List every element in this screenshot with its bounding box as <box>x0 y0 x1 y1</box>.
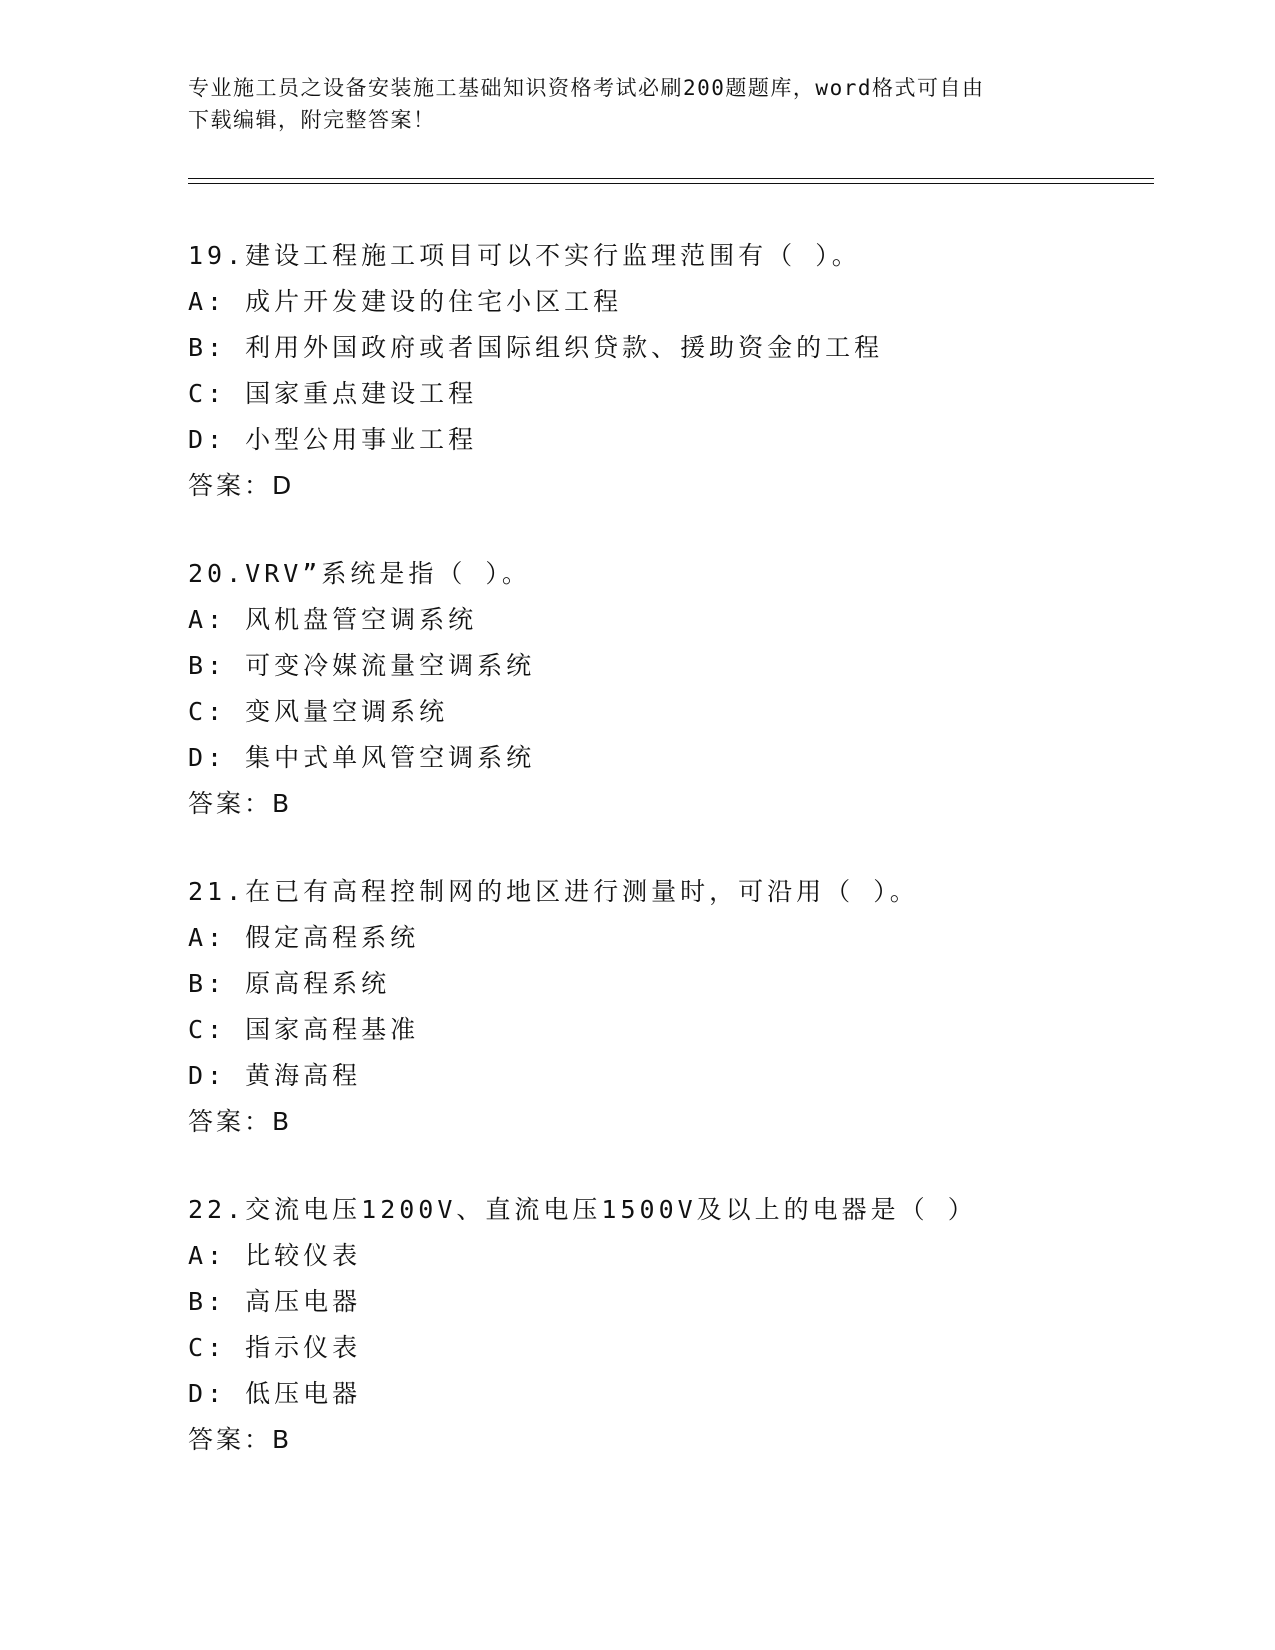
option-d: D: 黄海高程 <box>188 1061 362 1090</box>
question-stem: 20.VRV”系统是指（ ）。 <box>188 559 531 588</box>
option-c: C: 指示仪表 <box>188 1333 362 1362</box>
question-stem: 21.在已有高程控制网的地区进行测量时，可沿用（ ）。 <box>188 877 919 906</box>
header-title-line-1: 专业施工员之设备安装施工基础知识资格考试必刷200题题库，word格式可自由 <box>188 76 985 100</box>
header-divider-top <box>188 178 1154 179</box>
answer-text: 答案：B <box>188 1107 293 1136</box>
option-d: D: 集中式单风管空调系统 <box>188 743 536 772</box>
question-19 <box>188 233 1154 509</box>
option-b: B: 高压电器 <box>188 1287 362 1316</box>
option-d: D: 小型公用事业工程 <box>188 425 478 454</box>
question-stem: 19.建设工程施工项目可以不实行监理范围有（ ）。 <box>188 241 861 270</box>
document-header <box>188 72 1068 136</box>
option-a: A: 比较仪表 <box>188 1241 362 1270</box>
header-divider-bottom <box>188 183 1154 184</box>
answer-text: 答案：D <box>188 471 295 500</box>
option-a: A: 假定高程系统 <box>188 923 420 952</box>
question-22 <box>188 1187 1154 1463</box>
option-d: D: 低压电器 <box>188 1379 362 1408</box>
option-c: C: 国家高程基准 <box>188 1015 420 1044</box>
option-c: C: 国家重点建设工程 <box>188 379 478 408</box>
question-stem: 22.交流电压1200V、直流电压1500V及以上的电器是（ ） <box>188 1195 977 1224</box>
option-a: A: 风机盘管空调系统 <box>188 605 478 634</box>
answer-text: 答案：B <box>188 789 293 818</box>
question-21 <box>188 869 1154 1145</box>
option-c: C: 变风量空调系统 <box>188 697 449 726</box>
option-b: B: 可变冷媒流量空调系统 <box>188 651 536 680</box>
header-title-line-2: 下载编辑，附完整答案！ <box>188 108 436 132</box>
option-b: B: 利用外国政府或者国际组织贷款、援助资金的工程 <box>188 333 884 362</box>
option-b: B: 原高程系统 <box>188 969 391 998</box>
option-a: A: 成片开发建设的住宅小区工程 <box>188 287 623 316</box>
question-20 <box>188 551 1154 827</box>
answer-text: 答案：B <box>188 1425 293 1454</box>
